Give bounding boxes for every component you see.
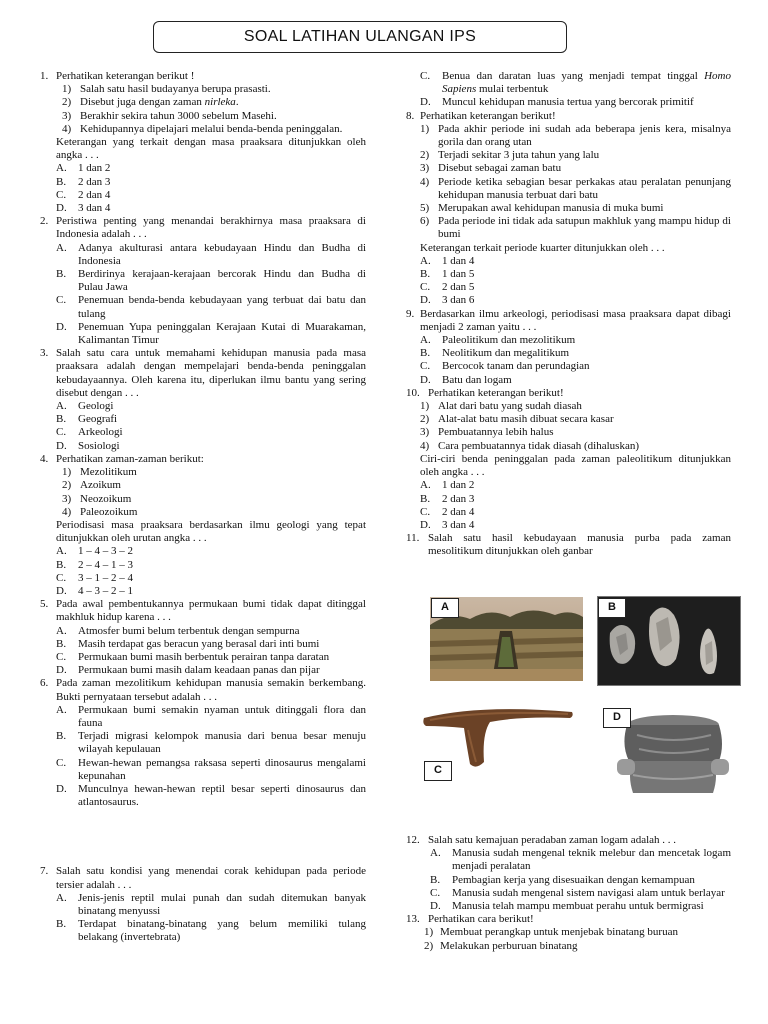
option-d[interactable]: D. Muncul kehidupan manusia tertua yang bercorak primitif: [420, 96, 694, 109]
option-a[interactable]: A. 1 dan 2: [420, 479, 475, 492]
option-a[interactable]: A. 1 – 4 – 3 – 2: [56, 545, 133, 558]
list-item: 2) Melakukan perburuan binatang: [424, 939, 578, 952]
list-item: 2) Azoikum: [62, 479, 121, 492]
option-a[interactable]: A. Permukaan bumi semakin nyaman untuk ditinggali flora dan fauna: [56, 703, 366, 729]
list-item: 2) Terjadi sekitar 3 juta tahun yang lalu: [420, 149, 600, 162]
list-item: 4) Kehidupannya dipelajari melalui benda-benda peninggalan.: [62, 122, 343, 135]
option-d[interactable]: D. 3 dan 4: [56, 202, 111, 215]
left-column: [40, 70, 366, 945]
list-item: 2) Disebut juga dengan zaman nirleka.: [62, 96, 239, 109]
option-d[interactable]: D. 3 dan 6: [420, 294, 475, 307]
option-a[interactable]: A. Geologi: [56, 400, 114, 413]
label-c: C: [424, 761, 452, 781]
option-a[interactable]: A. Atmosfer bumi belum terbentuk dengan sempurna: [56, 624, 300, 637]
question-2: 2. Peristiwa penting yang menandai berakhirnya masa praaksara di Indonesia adalah . . . A. Adanya akulturasi antara kebudayaan Hindu dan Budha di Indonesia B. Berdirinya kerajaan-kerajaan bercorak Hindu dan Budha di Pulau Jawa C. Penemuan benda-benda kebudayaan yang terbuat dai batu dan tulang D. Penemuan Yupa peninggalan Kerajaan Kutai di Muarakaman, Kalimantan Timur: [40, 215, 366, 347]
question-8: 8. Perhatikan keterangan berikut! 1) Pada akhir periode ini sudah ada beberapa jenis kera, misalnya gorila dan orang utan 2) Terjadi sekitar 3 juta tahun yang lalu 3) Disebut sebagai zaman batu 4) Periode ketika sebagian besar perkakas atau peralatan penunjang kehidupan manusia terbuat dari batu 5) Merupakan awal kehidupan manusia di muka bumi 6) Pada periode ini tidak ada satupun makhluk yang mampu hidup di bumi Keterangan terkait periode kuarter ditunjukkan oleh . . . A. 1 dan 4 B. 1 dan 5 C. 2 dan 5 D. 3 dan 6: [406, 109, 731, 307]
option-b[interactable]: B. Terdapat binatang-binatang yang belum memiliki tulang belakang (invertebrata): [56, 918, 366, 944]
list-item: 4) Cara pembuatannya tidak diasah (dihaluskan): [420, 439, 639, 452]
list-item: 6) Pada periode ini tidak ada satupun makhluk yang mampu hidup di bumi: [420, 215, 731, 241]
option-a[interactable]: A. 1 dan 4: [420, 254, 475, 267]
right-column: [406, 70, 731, 559]
question-text: Peristiwa penting yang menandai berakhirnya masa praaksara di Indonesia adalah . . .: [56, 215, 366, 241]
option-b[interactable]: B. 2 dan 3: [420, 492, 475, 505]
option-d[interactable]: D. Permukaan bumi masih dalam keadaan panas dan pijar: [56, 664, 320, 677]
question-4: 4. Perhatikan zaman-zaman berikut: 1) Mezolitikum 2) Azoikum 3) Neozoikum 4) Paleozoikum Periodisasi masa praaksara berdasarkan ilmu geologi yang tepat ditunjukkan oleh urutan angka . . . A. 1 – 4 – 3 – 2 B. 2 – 4 – 1 – 3 C. 3 – 1 – 2 – 4 D. 4 – 3 – 2 – 1: [40, 452, 366, 597]
list-item: 4) Periode ketika sebagian besar perkakas atau peralatan penunjang kehidupan manusia terbuat dari batu: [420, 175, 731, 201]
option-c[interactable]: C. Permukaan bumi masih berbentuk perairan tanpa daratan: [56, 650, 330, 663]
option-d[interactable]: D. Sosiologi: [56, 439, 120, 452]
option-d[interactable]: D. Penemuan Yupa peninggalan Kerajaan Kutai di Muarakaman, Kalimantan Timur: [56, 320, 366, 347]
list-item: 3) Pembuatannya lebih halus: [420, 426, 554, 439]
right-column-bottom: [406, 834, 731, 953]
question-5: 5. Pada awal pembentukannya permukaan bumi tidak dapat ditinggal makhluk hidup karena . . . A. Atmosfer bumi belum terbentuk dengan sempurna B. Masih terdapat gas beracun yang berasal dari inti bumi C. Permukaan bumi masih berbentuk perairan tanpa daratan D. Permukaan bumi masih dalam keadaan panas dan pijar: [40, 598, 366, 677]
list-item: 1) Mezolitikum: [62, 466, 137, 479]
option-a[interactable]: A. Adanya akulturasi antara kebudayaan Hindu dan Budha di Indonesia: [56, 241, 366, 267]
option-c[interactable]: C. Arkeologi: [56, 426, 123, 439]
question-text: Perhatikan keterangan berikut !: [56, 70, 195, 82]
question-text: Salah satu hasil kebudayaan manusia purba pada zaman mesolitikum ditunjukkan oleh ganbar: [428, 532, 731, 558]
question-stem: Periodisasi masa praaksara berdasarkan ilmu geologi yang tepat ditunjukkan oleh urutan angka . . .: [56, 518, 366, 545]
option-b[interactable]: B. Masih terdapat gas beracun yang berasal dari inti bumi: [56, 637, 320, 650]
option-b[interactable]: B. Neolitikum dan megalitikum: [420, 347, 570, 360]
question-12: 12. Salah satu kemajuan peradaban zaman logam adalah . . . A. Manusia sudah mengenal teknik melebur dan mencetak logam menjadi peralatan B. Pembagian kerja yang disesuaikan dengan kemampuan C. Manusia sudah mengenal sistem navigasi alam untuk berlayar D. Manusia telah mampu membuat perahu untuk bermigrasi: [406, 834, 731, 913]
option-c[interactable]: C. Hewan-hewan pemangsa raksasa seperti dinosaurus mengalami kepunahan: [56, 756, 366, 782]
option-a[interactable]: A. 1 dan 2: [56, 162, 111, 175]
list-item: 3) Neozoikum: [62, 492, 132, 505]
question-stem: Keterangan terkait periode kuarter ditunjukkan oleh . . .: [420, 241, 665, 254]
label-a: A: [431, 598, 459, 618]
question-text: Pada awal pembentukannya permukaan bumi tidak dapat ditinggal makhluk hidup karena . . .: [56, 598, 366, 624]
option-c[interactable]: C. Penemuan benda-benda kebudayaan yang terbuat dai batu dan tulang: [56, 294, 366, 320]
question-text: Salah satu kondisi yang menendai corak kehidupan pada periode tersier adalah . . .: [56, 865, 366, 891]
list-item: 2) Alat-alat batu masih dibuat secara kasar: [420, 413, 614, 426]
option-d[interactable]: D. Munculnya hewan-hewan reptil besar seperti dinosaurus dan atlantosaurus.: [56, 782, 366, 809]
question-stem: Keterangan yang terkait dengan masa praaksara ditunjukkan oleh angka . . .: [56, 136, 366, 162]
option-b[interactable]: B. Geografi: [56, 413, 118, 426]
option-d[interactable]: D. 3 dan 4: [420, 518, 475, 531]
option-b[interactable]: B. 2 dan 3: [56, 175, 111, 188]
question-11: 11. Salah satu hasil kebudayaan manusia purba pada zaman mesolitikum ditunjukkan oleh ganbar: [406, 532, 731, 558]
option-b[interactable]: B. Pembagian kerja yang disesuaikan dengan kemampuan: [430, 873, 695, 886]
question-9: 9. Berdasarkan ilmu arkeologi, periodisasi masa praaksara dapat dibagi menjadi 2 zaman yaitu . . . A. Paleolitikum dan mezolitikum B. Neolitikum dan megalitikum C. Bercocok tanam dan perundagian D. Batu dan logam: [406, 307, 731, 386]
option-b[interactable]: B. Terjadi migrasi kelompok manusia dari benua besar menuju wilayah kepulauan: [56, 730, 366, 756]
option-a[interactable]: A. Manusia sudah mengenal teknik melebur dan mencetak logam menjadi peralatan: [430, 847, 731, 873]
list-item: 3) Disebut sebagai zaman batu: [420, 162, 562, 175]
question-1: [40, 70, 366, 215]
label-b: B: [598, 598, 626, 618]
option-b[interactable]: B. Berdirinya kerajaan-kerajaan bercorak Hindu dan Budha di Pulau Jawa: [56, 268, 366, 294]
option-d[interactable]: D. Batu dan logam: [420, 373, 512, 386]
question-3: 3. Salah satu cara untuk memahami kehidupan manusia pada masa praaksara adalah dengan mempelajari benda-benda peninggalan kebudayaannya. Oleh karena itu, diperlukan ilmu bantu yang sering disebut dengan . . . A. Geologi B. Geografi C. Arkeologi D. Sosiologi: [40, 347, 366, 452]
option-a[interactable]: A. Paleolitikum dan mezolitikum: [420, 334, 576, 347]
question-text: Perhatikan zaman-zaman berikut:: [56, 452, 204, 465]
question-text: Salah satu cara untuk memahami kehidupan manusia pada masa praaksara adalah dengan mempelajari benda-benda peninggalan kebudayaannya. Oleh karena itu, diperlukan ilmu bantu yang sering disebut dengan . . .: [56, 347, 366, 399]
list-item: 1) Alat dari batu yang sudah diasah: [420, 400, 582, 413]
page-title: SOAL LATIHAN ULANGAN IPS: [243, 28, 477, 46]
question-6: 6. Pada zaman mezolitikum kehidupan manusia semakin berkembang. Bukti pernyataan tersebut adalah . . . A. Permukaan bumi semakin nyaman untuk ditinggali flora dan fauna B. Terjadi migrasi kelompok manusia dari benua besar menuju wilayah kepulauan C. Hewan-hewan pemangsa raksasa seperti dinosaurus mengalami kepunahan D. Munculnya hewan-hewan reptil besar seperti dinosaurus dan atlantosaurus.: [40, 677, 366, 809]
question-13: 13. Perhatikan cara berikut! 1) Membuat perangkap untuk menjebak binatang buruan 2) Melakukan perburuan binatang: [406, 913, 731, 953]
option-c[interactable]: C. Benua dan daratan luas yang menjadi tempat tinggal Homo Sapiens mulai terbentuk: [420, 70, 731, 96]
option-a[interactable]: A. Jenis-jenis reptil mulai punah dan sudah ditemukan banyak binatang menyussi: [56, 891, 366, 917]
question-text: Salah satu kemajuan peradaban zaman logam adalah . . .: [428, 834, 677, 846]
question-10: 10. Perhatikan keterangan berikut! 1) Alat dari batu yang sudah diasah 2) Alat-alat batu masih dibuat secara kasar 3) Pembuatannya lebih halus 4) Cara pembuatannya tidak diasah (dihaluskan) Ciri-ciri benda peninggalan pada zaman paleolitikum ditunjukkan oleh angka . . . A. 1 dan 2 B. 2 dan 3 C. 2 dan 4 D. 3 dan 4: [406, 386, 731, 531]
option-c[interactable]: C. Manusia sudah mengenal sistem navigasi alam untuk berlayar: [430, 886, 725, 899]
list-item: 1) Pada akhir periode ini sudah ada beberapa jenis kera, misalnya gorila dan orang utan: [420, 122, 731, 149]
question-7: 7. Salah satu kondisi yang menendai corak kehidupan pada periode tersier adalah . . . A. Jenis-jenis reptil mulai punah dan sudah ditemukan banyak binatang menyussi B. Terdapat binatang-binatang yang belum memiliki tulang belakang (invertebrata): [40, 865, 366, 944]
title-box: [153, 21, 567, 53]
option-c[interactable]: C. 2 dan 4: [56, 188, 111, 201]
label-d: D: [603, 708, 631, 728]
question-number: 1.: [40, 70, 49, 82]
option-c[interactable]: C. Bercocok tanam dan perundagian: [420, 360, 590, 373]
option-b[interactable]: B. 1 dan 5: [420, 268, 475, 281]
question-text: Perhatikan keterangan berikut!: [428, 386, 564, 399]
spacer: [40, 809, 366, 865]
option-c[interactable]: C. 3 – 1 – 2 – 4: [56, 571, 133, 584]
question-text: Berdasarkan ilmu arkeologi, periodisasi masa praaksara dapat dibagi menjadi 2 zaman yaitu . . .: [420, 307, 731, 333]
option-c[interactable]: C. 2 dan 4: [420, 505, 475, 518]
list-item: 3) Berakhir sekira tahun 3000 sebelum Masehi.: [62, 109, 277, 122]
option-b[interactable]: B. 2 – 4 – 1 – 3: [56, 558, 133, 571]
option-d[interactable]: D. Manusia telah mampu membuat perahu untuk bermigrasi: [430, 900, 704, 913]
question-text: Pada zaman mezolitikum kehidupan manusia semakin berkembang. Bukti pernyataan tersebut adalah . . .: [56, 677, 366, 703]
question-text: Perhatikan cara berikut!: [428, 913, 534, 926]
option-d[interactable]: D. 4 – 3 – 2 – 1: [56, 584, 133, 597]
option-c[interactable]: C. 2 dan 5: [420, 281, 475, 294]
question-stem: Ciri-ciri benda peninggalan pada zaman paleolitikum ditunjukkan oleh angka . . .: [420, 452, 731, 479]
list-item: 5) Merupakan awal kehidupan manusia di muka bumi: [420, 202, 664, 215]
question-text: Perhatikan keterangan berikut!: [420, 109, 556, 122]
list-item: 1) Membuat perangkap untuk menjebak binatang buruan: [424, 926, 678, 939]
list-item: 4) Paleozoikum: [62, 505, 138, 518]
list-item: 1) Salah satu hasil budayanya berupa prasasti.: [62, 83, 271, 96]
